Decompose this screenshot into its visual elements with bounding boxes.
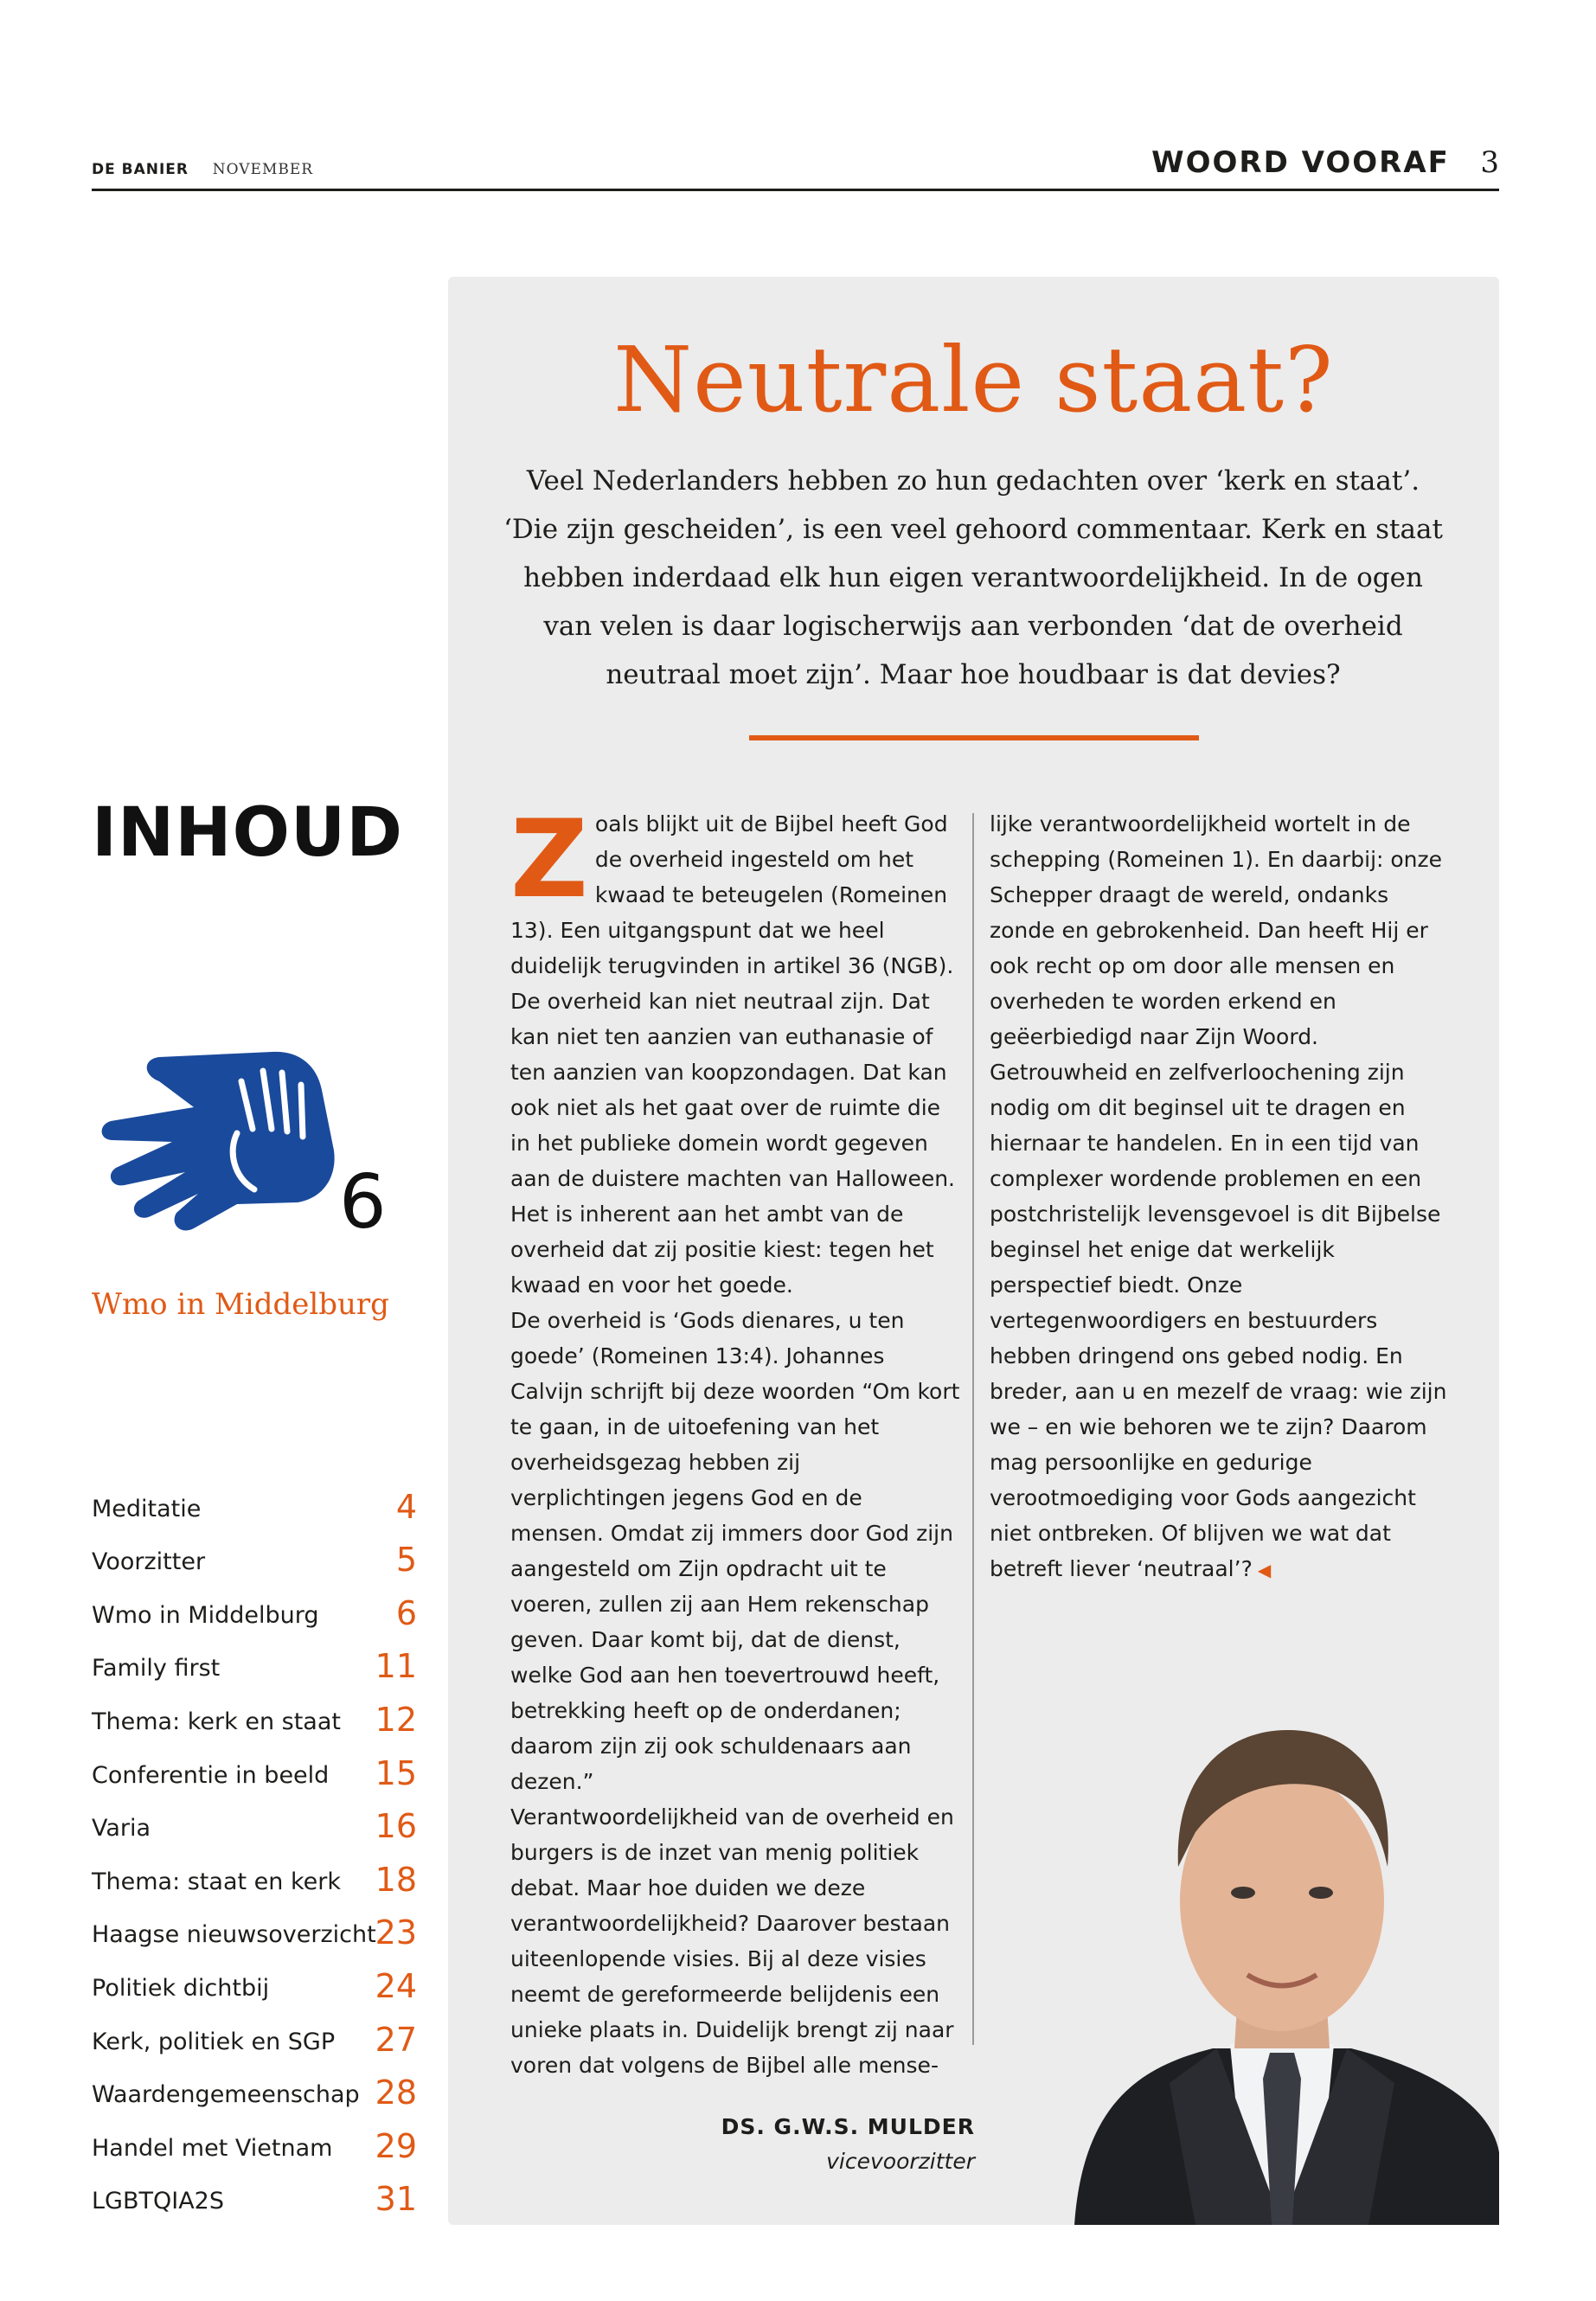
column-divider	[972, 813, 974, 2045]
toc-item-page: 15	[375, 1753, 417, 1792]
table-of-contents	[92, 1479, 417, 2225]
toc-item-page: 5	[395, 1541, 417, 1580]
toc-item-page: 4	[395, 1487, 417, 1526]
toc-item[interactable]	[92, 2172, 417, 2226]
toc-item[interactable]	[92, 1958, 417, 2012]
paragraph: lijke verantwoordelijkheid wortelt in de schepping (Romeinen 1). En daarbij: onze Schepper draagt de wereld, ondanks zonde en gebrokenheid. Dan heeft Hij er ook recht op om door alle mensen en overheden te worden erkend en geëerbiedigd naar Zijn Woord.	[990, 811, 1443, 1049]
drop-cap: Z	[510, 798, 588, 922]
author-portrait	[1066, 1616, 1499, 2225]
toc-item-label: Kerk, politiek en SGP	[92, 2028, 336, 2055]
toc-item[interactable]	[92, 1692, 417, 1746]
toc-item[interactable]	[92, 1479, 417, 1533]
end-of-article-icon: ◀	[1257, 1560, 1272, 1580]
page-number: 3	[1480, 145, 1499, 180]
toc-item-label: Thema: kerk en staat	[92, 1708, 341, 1735]
toc-item-page: 6	[395, 1593, 417, 1632]
toc-item-page: 11	[375, 1647, 417, 1686]
toc-item[interactable]	[92, 1639, 417, 1693]
running-header-right	[1151, 145, 1499, 180]
toc-item[interactable]	[92, 2066, 417, 2119]
toc-item-label: Family first	[92, 1655, 221, 1682]
toc-item-label: Voorzitter	[92, 1548, 206, 1576]
toc-item[interactable]	[92, 1746, 417, 1799]
toc-item[interactable]	[92, 1906, 417, 1959]
article-intro: Veel Nederlanders hebben zo hun gedachten over ‘kerk en staat’. ‘Die zijn gescheiden’, is een veel gehoord commentaar. Kerk en staat hebben inderdaad elk hun eigen verantwoordelijkheid. In de ogen van velen is daar logischerwijs aan verbonden ‘dat de overheid neutraal moet zijn’. Maar hoe houdbaar is dat devies?	[503, 465, 1443, 690]
toc-item[interactable]	[92, 2118, 417, 2172]
toc-item-page: 24	[375, 1966, 417, 2005]
toc-item[interactable]	[92, 1799, 417, 1853]
toc-item[interactable]	[92, 1852, 417, 1906]
article-column-2	[990, 806, 1457, 1588]
article-title: Neutrale staat?	[613, 327, 1334, 433]
publication-name: DE BANIER	[92, 161, 189, 178]
paragraph: Verantwoordelijkheid van de overheid en burgers is de inzet van menig politiek debat. Maar hoe duiden we deze verantwoordelijkheid? Daarover bestaan uiteenlopende visies. Bij al deze visies neemt de gereformeerde belijdenis een unieke plaats in. Duidelijk brengt zij naar voren dat volgens de Bijbel alle mense-	[510, 1804, 954, 2078]
toc-item-label: Haagse nieuwsoverzicht	[92, 1921, 376, 1949]
toc-item-page: 18	[375, 1860, 417, 1899]
paragraph-text: Getrouwheid en zelfverloochening zijn nodig om dit beginsel uit te dragen en hiernaar te handelen. En in een tijd van complexer wordende problemen en een postchristelijk levensgevoel is dit Bijbelse beginsel het enige dat werkelijk perspectief biedt. Onze vertegenwoordigers en bestuurders hebben dringend ons gebed nodig. En breder, aan u en mezelf de vraag: wie zijn we – en wie behoren we te zijn? Daarom mag persoonlijke en gedurige verootmoediging voor Gods aangezicht niet ontbreken. Of blijven we wat dat betreft liever ‘neutraal’?	[990, 1060, 1447, 1581]
toc-item[interactable]	[92, 1586, 417, 1639]
toc-item-label: Conferentie in beeld	[92, 1761, 330, 1789]
toc-item-page: 23	[375, 1913, 417, 1952]
intro-divider	[749, 735, 1199, 740]
article-column-1	[510, 798, 960, 2083]
toc-item[interactable]	[92, 1533, 417, 1586]
toc-item-page: 16	[375, 1807, 417, 1846]
author-name: DS. G.W.S. MULDER	[721, 2114, 975, 2139]
toc-item-label: LGBTQIA2S	[92, 2188, 224, 2215]
running-header-left	[92, 161, 313, 178]
toc-item-label: Waardengemeenschap	[92, 2081, 360, 2109]
toc-item-label: Politiek dichtbij	[92, 1974, 270, 2002]
toc-item-page: 28	[375, 2073, 417, 2112]
author-role: vicevoorzitter	[826, 2149, 975, 2174]
paragraph	[990, 1054, 1457, 1588]
paragraph	[510, 798, 960, 1303]
toc-item-label: Meditatie	[92, 1495, 202, 1522]
section-title: WOORD VOORAF	[1151, 145, 1450, 180]
toc-item-page: 29	[375, 2126, 417, 2165]
featured-article-link[interactable]: Wmo in Middelburg	[92, 1287, 389, 1322]
toc-item-label: Thema: staat en kerk	[92, 1868, 341, 1895]
issue-month: NOVEMBER	[212, 161, 314, 178]
contents-heading: INHOUD	[92, 794, 403, 872]
toc-item-label: Varia	[92, 1815, 151, 1843]
helping-hands-icon	[90, 1047, 358, 1237]
featured-page-number: 6	[339, 1159, 387, 1246]
toc-item[interactable]	[92, 2012, 417, 2066]
header-rule	[92, 189, 1499, 191]
toc-item-label: Handel met Vietnam	[92, 2134, 333, 2162]
toc-item-label: Wmo in Middelburg	[92, 1601, 319, 1629]
toc-item-page: 31	[375, 2180, 417, 2219]
paragraph-text: oals blijkt uit de Bijbel heeft God de overheid ingesteld om het kwaad te beteugelen (Romeinen 13). Een uitgangspunt dat we heel duidelijk terugvinden in artikel 36 (NGB). De overheid kan niet neutraal zijn. Dat kan niet ten aanzien van euthanasie of ten aanzien van koopzondagen. Dat kan ook niet als het gaat over de ruimte die in het publieke domein wordt gegeven aan de duistere machten van Halloween. Het is inherent aan het ambt van de overheid dat zij positie kiest: tegen het kwaad en voor het goede.	[510, 811, 956, 1298]
toc-item-page: 12	[375, 1700, 417, 1739]
toc-item-page: 27	[375, 2020, 417, 2059]
paragraph: De overheid is ‘Gods dienares, u ten goede’ (Romeinen 13:4). Johannes Calvijn schrijft bij deze woorden “Om kort te gaan, in de uitoefening van het overheidsgezag hebben zij verplichtingen jegens God en de mensen. Omdat zij immers door God zijn aangesteld om Zijn opdracht uit te voeren, zullen zij aan Hem rekenschap geven. Daar komt bij, dat de dienst, welke God aan hen toevertrouwd heeft, betrekking heeft op de onderdanen; daarom zijn zij ook schuldenaars aan dezen.”	[510, 1308, 960, 1794]
